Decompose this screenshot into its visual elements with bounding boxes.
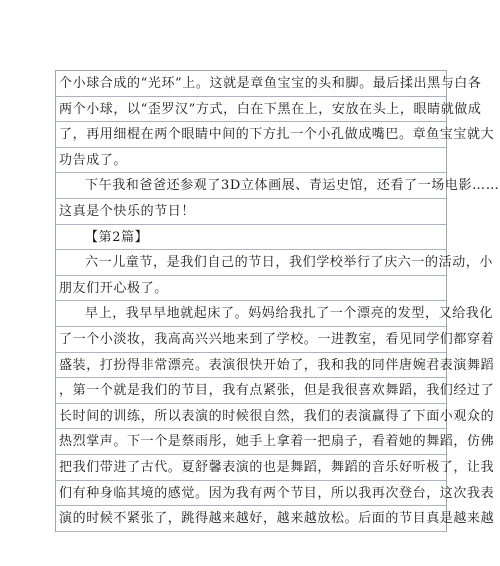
text-line: 六一儿童节，是我们自己的节日，我们学校举行了庆六一的活动，小 [56,250,446,276]
text-line: 个小球合成的“光环”上。这就是章鱼宝宝的头和脚。最后揉出黑与白各 [56,71,446,97]
text-line: 热烈掌声。下一个是蔡雨彤，她手上拿着一把扇子，看着她的舞蹈，仿佛 [56,429,446,455]
text-line: 两个小球，以“歪罗汉”方式，白在下黑在上，安放在头上，眼睛就做成 [56,97,446,123]
text-line: 这真是个快乐的节日！ [56,199,446,225]
text-line: 了，再用细棍在两个眼睛中间的下方扎一个小孔做成嘴巴。章鱼宝宝就大 [56,122,446,148]
text-line: 早上，我早早地就起床了。妈妈给我扎了一个漂亮的发型，又给我化 [56,301,446,327]
text-line: 们有种身临其境的感觉。因为我有两个节目，所以我再次登台，这次我表 [56,481,446,507]
text-line: 长时间的训练，所以表演的时候很自然，我们的表演赢得了下面小观众的 [56,404,446,430]
text-line: 朋友们开心极了。 [56,276,446,302]
text-line: 功告成了。 [56,148,446,174]
text-line: 演的时候不紧张了，跳得越来越好，越来越放松。后面的节目真是越来越 [56,506,446,532]
text-line: 了一个小淡妆，我高高兴兴地来到了学校。一进教室，看见同学们都穿着 [56,327,446,353]
document-text-block [55,70,500,532]
text-line: ，第一个就是我们的节目，我有点紧张，但是我很喜欢舞蹈，我们经过了 [56,378,446,404]
text-line: 下午我和爸爸还参观了3D立体画展、青运史馆，还看了一场电影…… [56,173,446,199]
text-line: 【第2篇】 [56,225,446,251]
text-line: 盛装，打扮得非常漂亮。表演很快开始了，我和我的同伴唐婉君表演舞蹈 [56,353,446,379]
text-line: 把我们带进了古代。夏舒馨表演的也是舞蹈，舞蹈的音乐好听极了，让我 [56,455,446,481]
